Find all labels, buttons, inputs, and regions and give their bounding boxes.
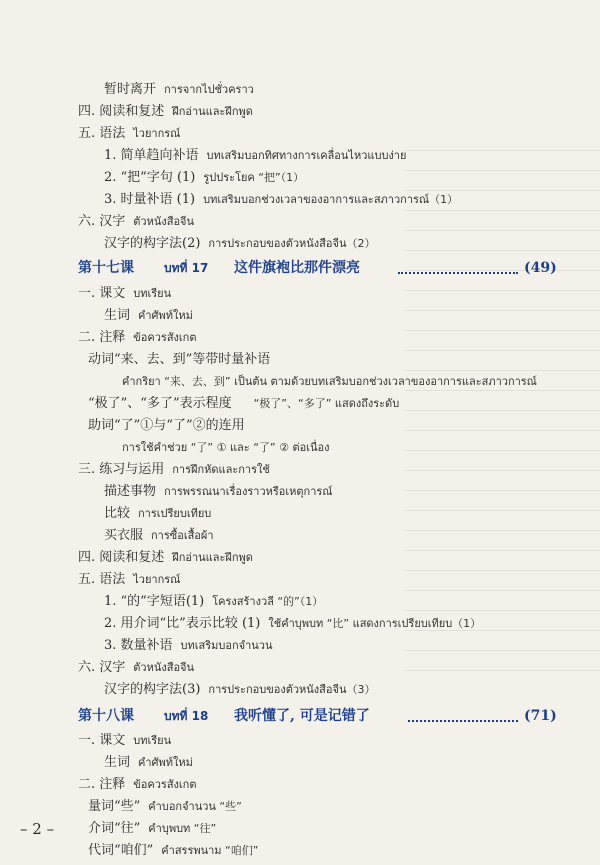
bleed-through-text [405, 150, 600, 690]
toc-entry: 描述事物 การพรรณนาเรื่องราวหรือเหตุการณ์ [104, 484, 333, 499]
page-number: – 2 – [20, 820, 55, 838]
page-ref: (71) [524, 708, 557, 724]
lesson-18-heading[interactable] [78, 705, 564, 727]
leader-dots [398, 260, 518, 274]
toc-entry: “极了”、“多了”表示程度 “极了”、“多了” แสดงถึงระดับ [88, 396, 400, 411]
toc-entry: 五. 语法 ไวยากรณ์ [78, 572, 181, 587]
toc-entry: 三. 练习与运用 การฝึกหัดและการใช้ [78, 462, 270, 477]
toc-entry: 六. 汉字 ตัวหนังสือจีน [78, 214, 195, 229]
toc-entry: 生词 คำศัพท์ใหม่ [104, 308, 193, 323]
toc-entry: 代词“咱们” คำสรรพนาม “咱们” [88, 843, 259, 858]
toc-entry: 比较 การเปรียบเทียบ [104, 506, 212, 521]
toc-entry: การใช้คำช่วย “了” ① และ “了” ② ต่อเนื่อง [122, 441, 330, 454]
toc-entry: 助词“了”①与“了”②的连用 [88, 418, 245, 433]
lesson-number-thai: บทที่ 18 [164, 709, 209, 723]
lesson-number: 第十八课 [78, 708, 134, 724]
leader-dots [408, 708, 518, 722]
toc-entry: 1. 简单趋向补语 บทเสริมบอกทิศทางการเคลื่อนไหวแบบง่าย [104, 148, 407, 163]
toc-entry: 五. 语法 ไวยากรณ์ [78, 126, 181, 141]
toc-entry: 二. 注释 ข้อควรสังเกต [78, 777, 197, 792]
toc-entry: 介词“往” คำบุพบท “往” [88, 821, 217, 836]
toc-entry: 一. 课文 บทเรียน [78, 286, 172, 301]
page-ref: (49) [524, 260, 557, 276]
lesson-title: 我听懂了, 可是记错了 [234, 708, 370, 724]
toc-entry: 暂时离开 การจากไปชั่วคราว [104, 82, 254, 97]
toc-entry: 买衣服 การซื้อเสื้อผ้า [104, 528, 214, 543]
lesson-17-heading[interactable] [78, 257, 564, 279]
toc-entry: 3. 数量补语 บทเสริมบอกจำนวน [104, 638, 273, 653]
toc-entry: 生词 คำศัพท์ใหม่ [104, 755, 193, 770]
toc-entry: 六. 汉字 ตัวหนังสือจีน [78, 660, 195, 675]
toc-entry: 2. “把”字句 (1) รูปประโยค “把”（1） [104, 170, 305, 185]
lesson-number: 第十七课 [78, 260, 134, 276]
toc-entry: 二. 注释 ข้อควรสังเกต [78, 330, 197, 345]
toc-entry: 四. 阅读和复述 ฝึกอ่านและฝึกพูด [78, 104, 253, 119]
toc-entry: 动词“来、去、到”等带时量补语 [88, 352, 271, 367]
lesson-number-thai: บทที่ 17 [164, 261, 209, 275]
toc-entry: 一. 课文 บทเรียน [78, 733, 172, 748]
toc-entry: 3. 时量补语 (1) บทเสริมบอกช่วงเวลาของอาการและสภาวการณ์（1） [104, 192, 459, 207]
toc-entry: 汉字的构字法(3) การประกอบของตัวหนังสือจีน（3） [104, 682, 376, 697]
toc-entry: 2. 用介词“比”表示比较 (1) ใช้คำบุพบท “比” แสดงการเปรียบเทียบ（1） [104, 616, 482, 631]
lesson-title: 这件旗袍比那件漂亮 [234, 260, 360, 276]
toc-entry: 量词“些” คำบอกจำนวน “些” [88, 799, 242, 814]
toc-entry: 1. “的”字短语(1) โครงสร้างวลี “的”（1） [104, 594, 324, 609]
toc-entry: คำกริยา “来、去、到” เป็นต้น ตามด้วยบทเสริมบอกช่วงเวลาของอาการและสภาวการณ์ [122, 375, 537, 388]
toc-entry: 汉字的构字法(2) การประกอบของตัวหนังสือจีน（2） [104, 236, 376, 251]
toc-entry: 四. 阅读和复述 ฝึกอ่านและฝึกพูด [78, 550, 253, 565]
